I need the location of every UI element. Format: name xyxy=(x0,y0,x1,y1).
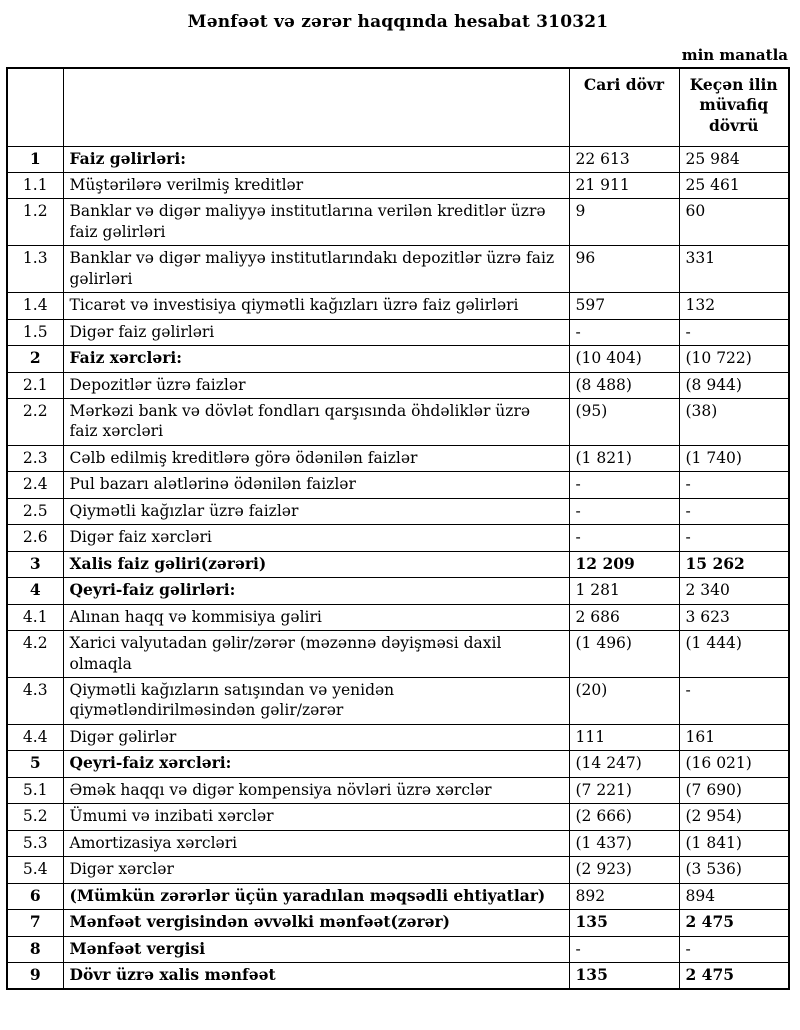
row-previous-value: 2 475 xyxy=(679,910,789,936)
row-label: Xalis faiz gəliri(zərəri) xyxy=(63,551,569,577)
row-number: 4.1 xyxy=(7,604,63,630)
row-number: 7 xyxy=(7,910,63,936)
table-row xyxy=(7,604,789,630)
row-previous-value: - xyxy=(679,936,789,962)
row-label: Ticarət və investisiya qiymətli kağızları üzrə faiz gəlirləri xyxy=(63,293,569,319)
table-row xyxy=(7,804,789,830)
table-row xyxy=(7,399,789,446)
row-previous-value: 894 xyxy=(679,883,789,909)
row-previous-value: (10 722) xyxy=(679,346,789,372)
row-current-value: - xyxy=(569,472,679,498)
row-previous-value: - xyxy=(679,498,789,524)
row-number: 1.1 xyxy=(7,172,63,198)
row-number: 5 xyxy=(7,751,63,777)
row-number: 4.2 xyxy=(7,631,63,678)
table-row xyxy=(7,445,789,471)
table-row xyxy=(7,199,789,246)
row-number: 2 xyxy=(7,346,63,372)
page-title: Mənfəət və zərər haqqında hesabat 310321 xyxy=(187,12,609,32)
row-label: Banklar və digər maliyyə institutlarına verilən kreditlər üzrə faiz gəlirləri xyxy=(63,199,569,246)
row-current-value: - xyxy=(569,319,679,345)
header-number-column xyxy=(7,68,63,146)
header-label-column xyxy=(63,68,569,146)
row-current-value: 135 xyxy=(569,910,679,936)
table-row xyxy=(7,963,789,990)
row-label: Amortizasiya xərcləri xyxy=(63,830,569,856)
row-previous-value: 60 xyxy=(679,199,789,246)
row-previous-value: 331 xyxy=(679,246,789,293)
row-previous-value: - xyxy=(679,472,789,498)
row-label: Xarici valyutadan gəlir/zərər (məzənnə dəyişməsi daxil olmaqla xyxy=(63,631,569,678)
row-label: Ümumi və inzibati xərclər xyxy=(63,804,569,830)
row-current-value: 597 xyxy=(569,293,679,319)
row-current-value: (14 247) xyxy=(569,751,679,777)
header-previous-period: Keçən ilin müvafiq dövrü xyxy=(679,68,789,146)
row-current-value: 1 281 xyxy=(569,578,679,604)
table-row xyxy=(7,246,789,293)
row-current-value: - xyxy=(569,525,679,551)
row-number: 4 xyxy=(7,578,63,604)
table-row xyxy=(7,551,789,577)
table-row xyxy=(7,578,789,604)
row-label: Alınan haqq və kommisiya gəliri xyxy=(63,604,569,630)
row-previous-value: (38) xyxy=(679,399,789,446)
row-current-value: 12 209 xyxy=(569,551,679,577)
row-number: 4.4 xyxy=(7,724,63,750)
row-number: 1.2 xyxy=(7,199,63,246)
row-previous-value: (1 444) xyxy=(679,631,789,678)
row-previous-value: - xyxy=(679,525,789,551)
row-label: Digər faiz xərcləri xyxy=(63,525,569,551)
row-current-value: 135 xyxy=(569,963,679,990)
row-previous-value: 25 461 xyxy=(679,172,789,198)
row-previous-value: (1 740) xyxy=(679,445,789,471)
table-row xyxy=(7,319,789,345)
row-previous-value: (8 944) xyxy=(679,372,789,398)
header-current-period: Cari dövr xyxy=(569,68,679,146)
row-previous-value: 2 475 xyxy=(679,963,789,990)
table-header-row xyxy=(7,68,789,146)
row-number: 9 xyxy=(7,963,63,990)
table-row xyxy=(7,293,789,319)
table-row xyxy=(7,751,789,777)
row-number: 5.2 xyxy=(7,804,63,830)
row-current-value: 21 911 xyxy=(569,172,679,198)
row-label: Qeyri-faiz xərcləri: xyxy=(63,751,569,777)
table-row xyxy=(7,172,789,198)
row-previous-value: 161 xyxy=(679,724,789,750)
row-number: 5.4 xyxy=(7,857,63,883)
table-row xyxy=(7,830,789,856)
row-previous-value: (1 841) xyxy=(679,830,789,856)
row-current-value: 96 xyxy=(569,246,679,293)
row-current-value: (10 404) xyxy=(569,346,679,372)
table-row xyxy=(7,857,789,883)
table-row xyxy=(7,146,789,172)
row-number: 3 xyxy=(7,551,63,577)
row-current-value: (2 666) xyxy=(569,804,679,830)
row-label: Mərkəzi bank və dövlət fondları qarşısında öhdəliklər üzrə faiz xərcləri xyxy=(63,399,569,446)
pnl-table xyxy=(6,67,790,990)
row-number: 1.3 xyxy=(7,246,63,293)
row-number: 1.5 xyxy=(7,319,63,345)
table-row xyxy=(7,936,789,962)
row-previous-value: 132 xyxy=(679,293,789,319)
row-number: 2.6 xyxy=(7,525,63,551)
row-label: Müştərilərə verilmiş kreditlər xyxy=(63,172,569,198)
table-row xyxy=(7,883,789,909)
row-current-value: (1 821) xyxy=(569,445,679,471)
table-row xyxy=(7,777,789,803)
row-label: Mənfəət vergisindən əvvəlki mənfəət(zərər) xyxy=(63,910,569,936)
row-previous-value: 15 262 xyxy=(679,551,789,577)
table-row xyxy=(7,372,789,398)
row-number: 4.3 xyxy=(7,678,63,725)
row-current-value: 111 xyxy=(569,724,679,750)
row-number: 1.4 xyxy=(7,293,63,319)
row-current-value: 2 686 xyxy=(569,604,679,630)
row-number: 2.1 xyxy=(7,372,63,398)
row-previous-value: 3 623 xyxy=(679,604,789,630)
row-previous-value: (7 690) xyxy=(679,777,789,803)
row-number: 5.1 xyxy=(7,777,63,803)
row-number: 2.4 xyxy=(7,472,63,498)
row-current-value: - xyxy=(569,498,679,524)
row-label: Pul bazarı alətlərinə ödənilən faizlər xyxy=(63,472,569,498)
table-row xyxy=(7,525,789,551)
row-previous-value: (2 954) xyxy=(679,804,789,830)
row-label: Cəlb edilmiş kreditlərə görə ödənilən faizlər xyxy=(63,445,569,471)
row-current-value: (2 923) xyxy=(569,857,679,883)
table-row xyxy=(7,346,789,372)
row-previous-value: 25 984 xyxy=(679,146,789,172)
row-previous-value: 2 340 xyxy=(679,578,789,604)
row-previous-value: (16 021) xyxy=(679,751,789,777)
row-current-value: (95) xyxy=(569,399,679,446)
row-number: 6 xyxy=(7,883,63,909)
row-label: Digər xərclər xyxy=(63,857,569,883)
row-label: Dövr üzrə xalis mənfəət xyxy=(63,963,569,990)
row-current-value: 892 xyxy=(569,883,679,909)
row-number: 8 xyxy=(7,936,63,962)
row-label: Qiymətli kağızlar üzrə faizlər xyxy=(63,498,569,524)
table-row xyxy=(7,724,789,750)
row-current-value: - xyxy=(569,936,679,962)
table-body xyxy=(7,146,789,989)
row-number: 5.3 xyxy=(7,830,63,856)
row-label: Faiz gəlirləri: xyxy=(63,146,569,172)
row-label: (Mümkün zərərlər üçün yaradılan məqsədli ehtiyatlar) xyxy=(63,883,569,909)
row-label: Mənfəət vergisi xyxy=(63,936,569,962)
unit-note: min manatla xyxy=(681,46,788,64)
row-label: Faiz xərcləri: xyxy=(63,346,569,372)
row-previous-value: - xyxy=(679,319,789,345)
row-current-value: 9 xyxy=(569,199,679,246)
row-label: Banklar və digər maliyyə institutlarındakı depozitlər üzrə faiz gəlirləri xyxy=(63,246,569,293)
row-current-value: (8 488) xyxy=(569,372,679,398)
row-number: 2.2 xyxy=(7,399,63,446)
row-previous-value: (3 536) xyxy=(679,857,789,883)
row-current-value: (7 221) xyxy=(569,777,679,803)
row-current-value: (1 437) xyxy=(569,830,679,856)
row-label: Qeyri-faiz gəlirləri: xyxy=(63,578,569,604)
table-row xyxy=(7,472,789,498)
table-row xyxy=(7,910,789,936)
row-current-value: 22 613 xyxy=(569,146,679,172)
row-label: Əmək haqqı və digər kompensiya növləri üzrə xərclər xyxy=(63,777,569,803)
row-label: Digər gəlirlər xyxy=(63,724,569,750)
row-label: Qiymətli kağızların satışından və yenidən qiymətləndirilməsindən gəlir/zərər xyxy=(63,678,569,725)
row-number: 1 xyxy=(7,146,63,172)
table-row xyxy=(7,678,789,725)
row-label: Depozitlər üzrə faizlər xyxy=(63,372,569,398)
table-row xyxy=(7,631,789,678)
row-current-value: (20) xyxy=(569,678,679,725)
row-previous-value: - xyxy=(679,678,789,725)
row-number: 2.3 xyxy=(7,445,63,471)
row-current-value: (1 496) xyxy=(569,631,679,678)
row-label: Digər faiz gəlirləri xyxy=(63,319,569,345)
table-row xyxy=(7,498,789,524)
row-number: 2.5 xyxy=(7,498,63,524)
